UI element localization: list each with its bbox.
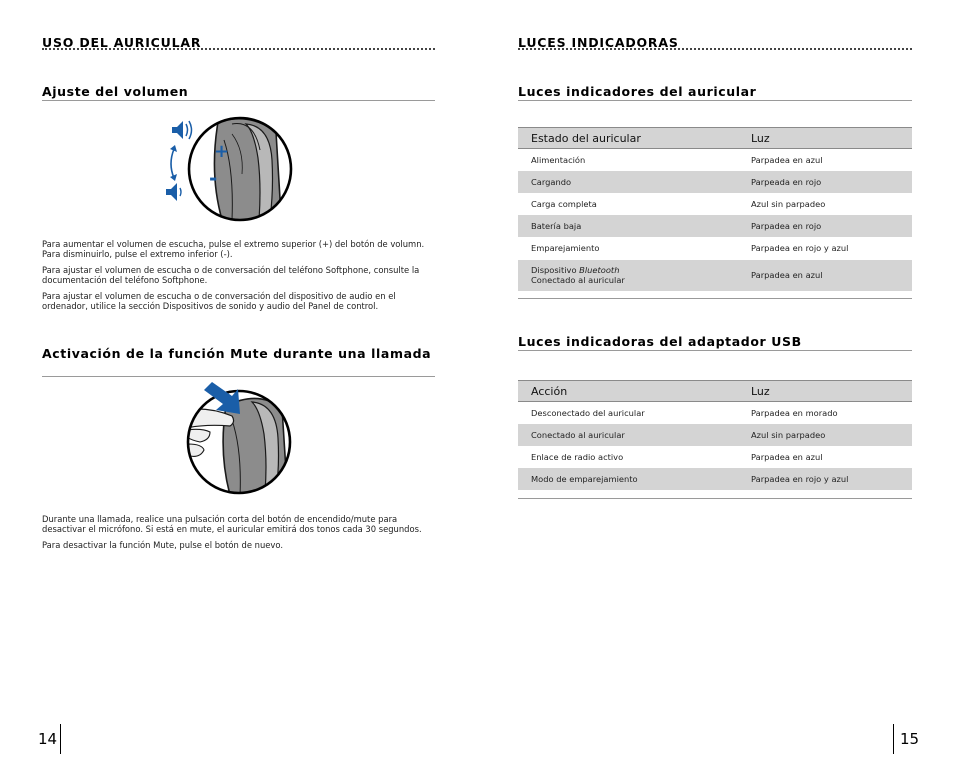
usb-lights-table <box>518 380 912 490</box>
table-row <box>518 446 912 468</box>
table-row <box>518 260 912 291</box>
headset-table-end-rule <box>518 298 912 299</box>
table-row <box>518 149 912 171</box>
usb-table-end-rule <box>518 498 912 499</box>
state-cell: Cargando <box>518 171 738 193</box>
state-prefix: Dispositivo <box>531 265 580 275</box>
light-cell: Parpadea en rojo y azul <box>738 468 912 490</box>
state-cell: Alimentación <box>531 154 586 165</box>
minus-sign: - <box>209 166 218 190</box>
page-number-right-bar <box>893 724 894 754</box>
light-cell: Parpadea en rojo <box>738 215 912 237</box>
table-header-row <box>518 381 912 402</box>
headset-lights-heading: Luces indicadores del auricular <box>518 84 757 99</box>
state-cell: Emparejamiento <box>531 243 600 253</box>
page-number-right: 15 <box>900 730 920 748</box>
light-cell: Parpadea en azul <box>738 260 912 291</box>
table-row <box>518 215 912 237</box>
state-cell: Conectado al auricular <box>518 424 738 446</box>
light-cell: Parpadea en azul <box>751 451 823 462</box>
volume-text-block <box>42 239 437 311</box>
volume-illustration <box>158 110 298 225</box>
light-cell: Parpadea en rojo y azul <box>751 243 849 253</box>
mute-text-block <box>42 514 437 550</box>
column-header: Luz <box>738 128 912 149</box>
light-cell: Parpadea en azul <box>751 154 823 165</box>
speaker-soft-icon <box>166 183 181 201</box>
state-cell: Modo de emparejamiento <box>518 468 738 490</box>
left-section-title: USO DEL AURICULAR <box>42 35 202 50</box>
column-header: Estado del auricular <box>518 128 738 149</box>
light-cell: Azul sin parpadeo <box>738 424 912 446</box>
mute-paragraph-2: Para desactivar la función Mute, pulse el botón de nuevo. <box>42 539 284 550</box>
state-cell: Batería baja <box>518 215 738 237</box>
speaker-loud-icon <box>172 121 192 139</box>
state-cell <box>518 260 738 291</box>
light-cell: Parpeada en rojo <box>738 171 912 193</box>
light-cell: Azul sin parpadeo <box>751 198 826 209</box>
table-row <box>518 424 912 446</box>
light-cell: Parpadea en morado <box>751 407 838 418</box>
state-cell: Desconectado del auricular <box>531 407 645 418</box>
swap-arrows-icon <box>170 145 177 181</box>
column-header: Luz <box>738 381 912 402</box>
mute-illustration <box>182 376 302 496</box>
usb-lights-heading-rule <box>518 350 912 351</box>
bluetooth-word: Bluetooth <box>579 265 620 275</box>
mute-heading: Activación de la función Mute durante una llamada <box>42 346 432 361</box>
volume-heading: Ajuste del volumen <box>42 84 189 99</box>
table-row <box>518 237 912 260</box>
volume-heading-rule <box>42 100 435 101</box>
usb-lights-heading: Luces indicadoras del adaptador USB <box>518 334 802 349</box>
state-cell: Enlace de radio activo <box>531 451 624 462</box>
state-line-2: Conectado al auricular <box>531 275 625 285</box>
table-row <box>518 171 912 193</box>
page-number-left: 14 <box>38 730 58 748</box>
plus-sign: + <box>214 141 230 162</box>
volume-paragraph-1: Para aumentar el volumen de escucha, pulse el extremo superior (+) del botón de volumn. Para disminuirlo, pulse el extremo inferior (-). <box>42 239 425 260</box>
table-header-row <box>518 128 912 149</box>
left-section-dotted-rule <box>42 48 435 50</box>
headset-lights-table <box>518 127 912 291</box>
column-header: Acción <box>518 381 738 402</box>
volume-paragraph-2: Para ajustar el volumen de escucha o de conversación del teléfono Softphone, consulte la documentación del teléfono Softphone. <box>42 264 420 286</box>
volume-paragraph-3: Para ajustar el volumen de escucha o de conversación del dispositivo de audio en el ordenador, utilice la sección Dispositivos de sonido y audio del Panel de control. <box>42 290 396 312</box>
headset-lights-heading-rule <box>518 100 912 101</box>
right-section-dotted-rule <box>518 48 912 50</box>
right-section-title: LUCES INDICADORAS <box>518 35 679 50</box>
table-row <box>518 402 912 424</box>
table-row <box>518 193 912 215</box>
state-cell: Carga completa <box>531 198 597 209</box>
page-number-left-bar <box>60 724 61 754</box>
table-row <box>518 468 912 490</box>
mute-paragraph-1: Durante una llamada, realice una pulsación corta del botón de encendido/mute para desactivar el micrófono. Si está en mute, el auricular emitirá dos tonos cada 30 segundos. <box>42 514 422 535</box>
